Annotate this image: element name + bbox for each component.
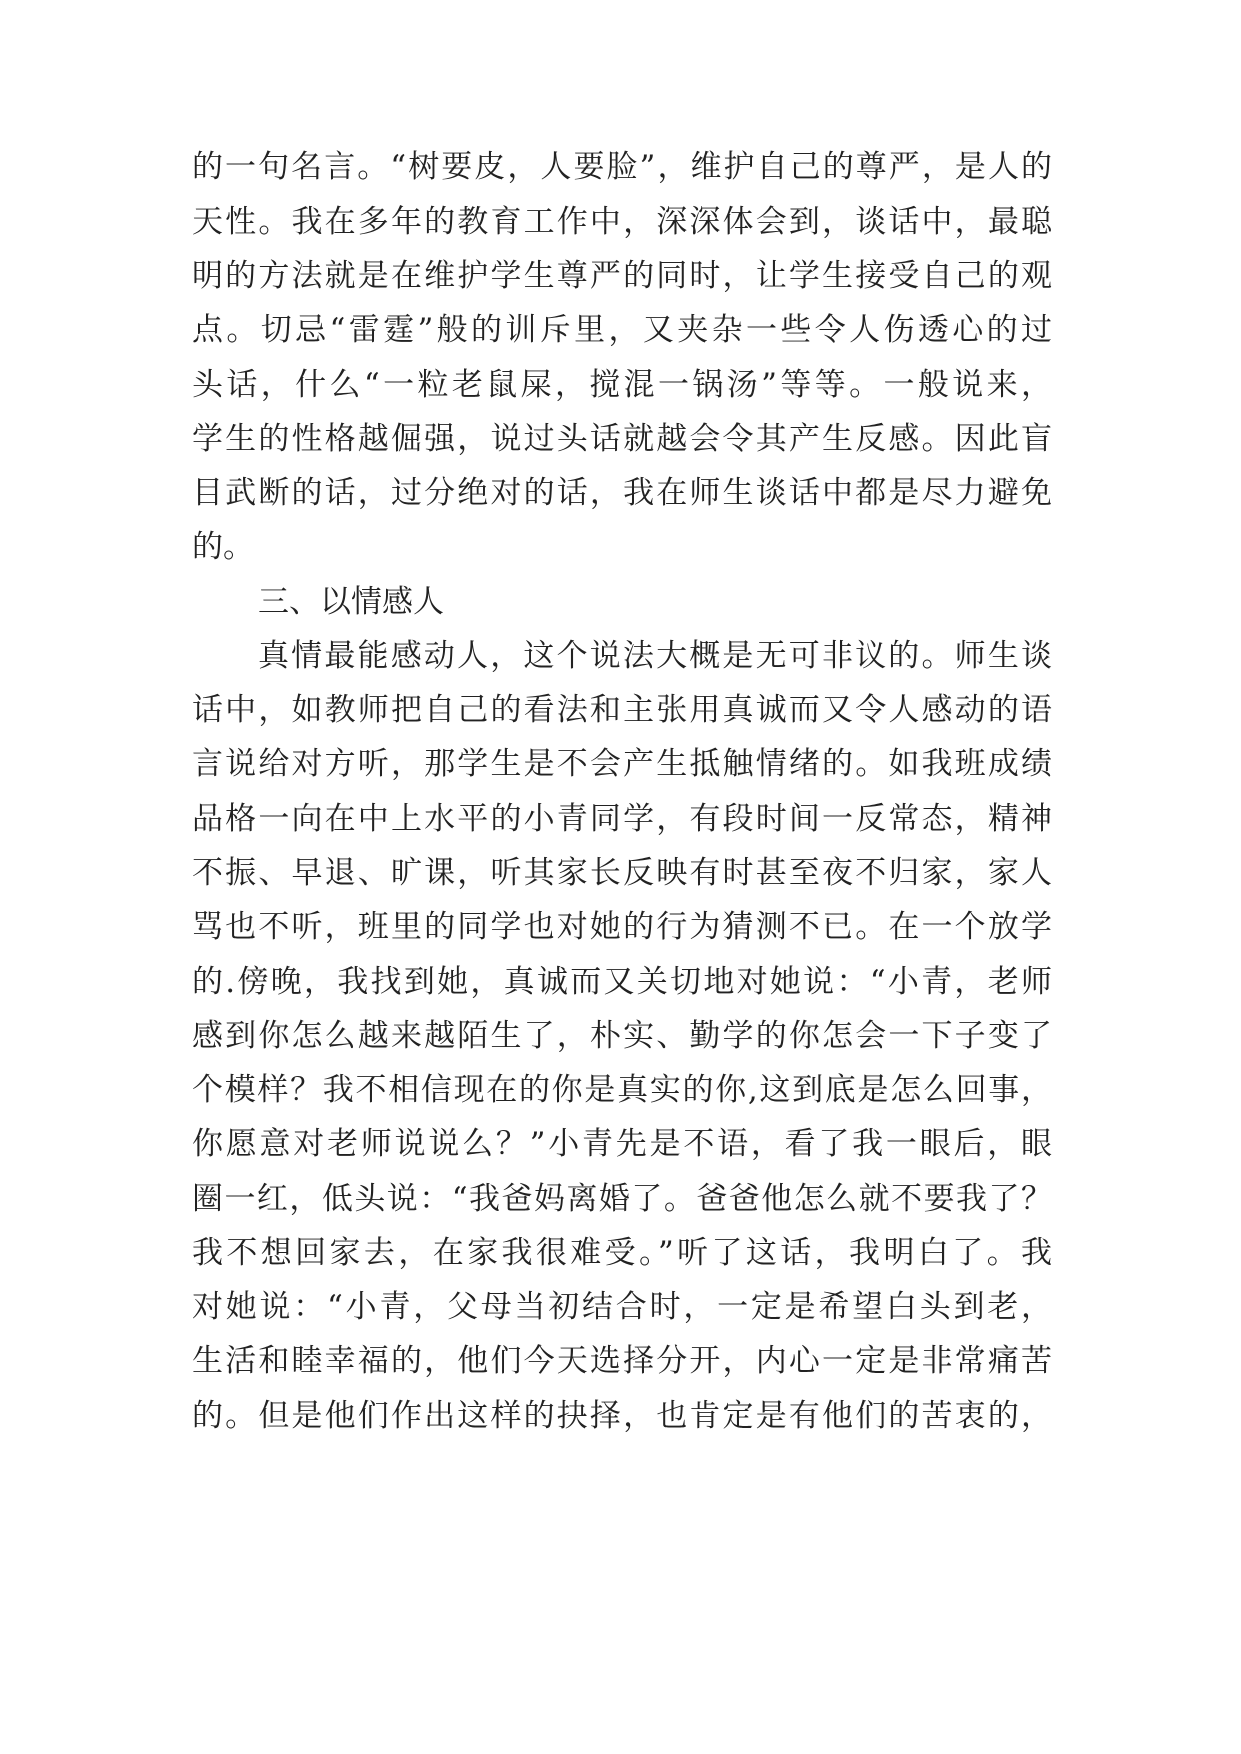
paragraph-2-line-1: 真情最能感动人，这个说法大概是无可非议的。师生谈 bbox=[258, 638, 1052, 674]
section-heading: 三、以情感人 bbox=[258, 584, 444, 620]
paragraph-1-line-1: 的一句名言。“树要皮，人要脸”，维护自己的尊严，是人的 bbox=[192, 149, 1052, 185]
paragraph-1-line-6: 学生的性格越倔强，说过头话就越会令其产生反感。因此盲 bbox=[192, 421, 1052, 457]
paragraph-2-line-12: 我不想回家去，在家我很难受。”听了这话，我明白了。我 bbox=[192, 1235, 1052, 1271]
paragraph-2-line-9: 个模样？我不相信现在的你是真实的你,这到底是怎么回事， bbox=[192, 1072, 1052, 1108]
paragraph-2-line-11: 圈一红，低头说：“我爸妈离婚了。爸爸他怎么就不要我了？ bbox=[192, 1181, 1052, 1217]
paragraph-1-line-2: 天性。我在多年的教育工作中，深深体会到，谈话中，最聪 bbox=[192, 204, 1052, 240]
paragraph-1-line-7: 目武断的话，过分绝对的话，我在师生谈话中都是尽力避免 bbox=[192, 475, 1052, 511]
paragraph-2-line-8: 感到你怎么越来越陌生了，朴实、勤学的你怎会一下子变了 bbox=[192, 1018, 1052, 1054]
paragraph-2-line-3: 言说给对方听，那学生是不会产生抵触情绪的。如我班成绩 bbox=[192, 746, 1052, 782]
paragraph-2-line-5: 不振、早退、旷课，听其家长反映有时甚至夜不归家，家人 bbox=[192, 855, 1052, 891]
paragraph-1-line-8: 的。 bbox=[192, 529, 254, 565]
paragraph-1-line-4: 点。切忌“雷霆”般的训斥里，又夹杂一些令人伤透心的过 bbox=[192, 312, 1052, 348]
paragraph-2-line-7: 的.傍晚，我找到她，真诚而又关切地对她说：“小青，老师 bbox=[192, 964, 1052, 1000]
paragraph-2-line-6: 骂也不听，班里的同学也对她的行为猜测不已。在一个放学 bbox=[192, 909, 1052, 945]
paragraph-2-line-2: 话中，如教师把自己的看法和主张用真诚而又令人感动的语 bbox=[192, 692, 1052, 728]
paragraph-2-line-14: 生活和睦幸福的，他们今天选择分开，内心一定是非常痛苦 bbox=[192, 1343, 1052, 1379]
paragraph-2-line-4: 品格一向在中上水平的小青同学，有段时间一反常态，精神 bbox=[192, 801, 1052, 837]
paragraph-2-line-15: 的。但是他们作出这样的抉择，也肯定是有他们的苦衷的， bbox=[192, 1398, 1052, 1434]
paragraph-2-line-13: 对她说：“小青，父母当初结合时，一定是希望白头到老， bbox=[192, 1289, 1052, 1325]
paragraph-2-line-10: 你愿意对老师说说么？”小青先是不语，看了我一眼后，眼 bbox=[192, 1126, 1052, 1162]
paragraph-1-line-3: 明的方法就是在维护学生尊严的同时，让学生接受自己的观 bbox=[192, 258, 1052, 294]
paragraph-1-line-5: 头话，什么“一粒老鼠屎，搅混一锅汤”等等。一般说来， bbox=[192, 367, 1052, 403]
